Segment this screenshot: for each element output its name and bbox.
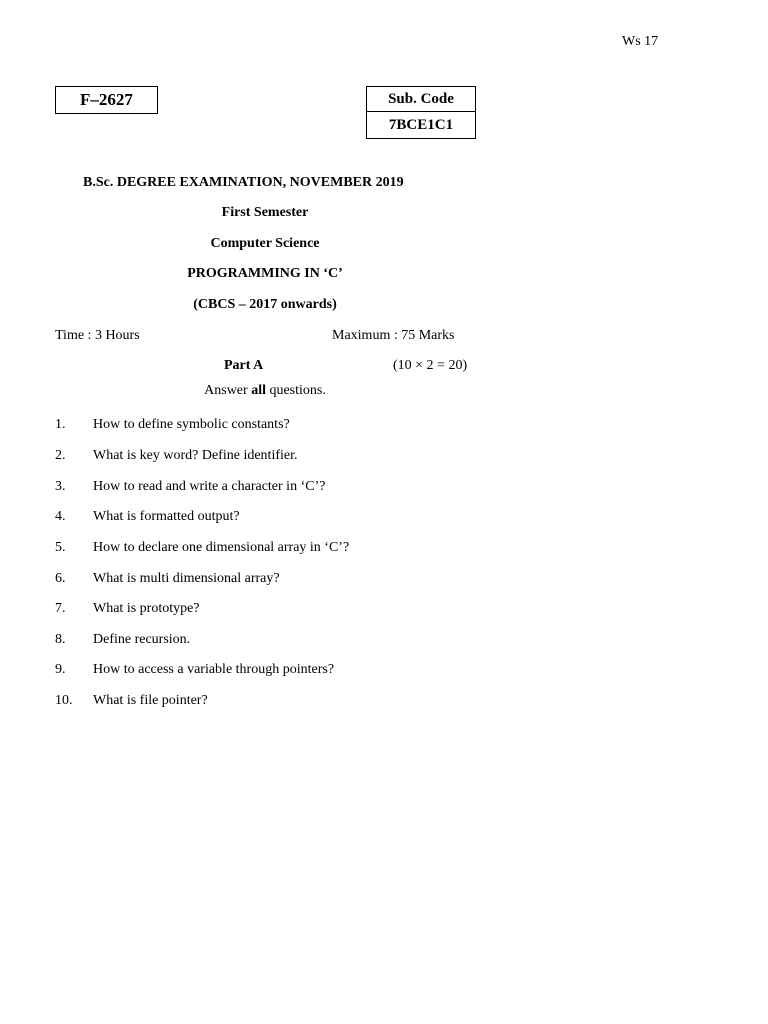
question-number: 1. [55, 417, 66, 432]
question-number: 8. [55, 632, 66, 647]
sub-code-value: 7BCE1C1 [388, 116, 454, 133]
question-text: Define recursion. [93, 632, 191, 647]
paper-code: F–2627 [80, 90, 133, 109]
part-marks: (10 × 2 = 20) [393, 358, 468, 373]
paper-code-box [55, 86, 158, 114]
question-text: How to access a variable through pointers? [93, 662, 335, 677]
question-text: How to define symbolic constants? [93, 417, 290, 432]
subject: Computer Science [210, 236, 320, 251]
instruction-pre: Answer [204, 383, 252, 398]
question-text: What is formatted output? [93, 509, 240, 524]
question-number: 3. [55, 479, 66, 494]
instruction-bold: all [251, 383, 266, 398]
page-reference: Ws 17 [622, 34, 659, 49]
question-number: 9. [55, 662, 66, 677]
instruction-post: questions. [265, 383, 326, 398]
question-number: 2. [55, 448, 66, 463]
question-text: What is key word? Define identifier. [93, 448, 298, 463]
exam-title: B.Sc. DEGREE EXAMINATION, NOVEMBER 2019 [83, 175, 404, 190]
maximum-marks: Maximum : 75 Marks [332, 328, 455, 343]
sub-code-box [366, 86, 476, 139]
question-number: 5. [55, 540, 66, 555]
paper-title: PROGRAMMING IN ‘C’ [187, 266, 343, 281]
part-title: Part A [224, 358, 264, 373]
exam-time: Time : 3 Hours [55, 328, 140, 343]
question-text: What is file pointer? [93, 693, 208, 708]
question-number: 4. [55, 509, 66, 524]
semester: First Semester [221, 205, 309, 220]
question-number: 6. [55, 571, 66, 586]
question-text: How to declare one dimensional array in ‘C’? [93, 540, 350, 555]
question-text: What is prototype? [93, 601, 200, 616]
question-number: 10. [55, 693, 73, 708]
question-text: What is multi dimensional array? [93, 571, 280, 586]
scheme: (CBCS – 2017 onwards) [193, 297, 337, 312]
instruction [0, 383, 530, 399]
question-number: 7. [55, 601, 66, 616]
question-text: How to read and write a character in ‘C’? [93, 479, 326, 494]
sub-code-label: Sub. Code [367, 87, 475, 112]
